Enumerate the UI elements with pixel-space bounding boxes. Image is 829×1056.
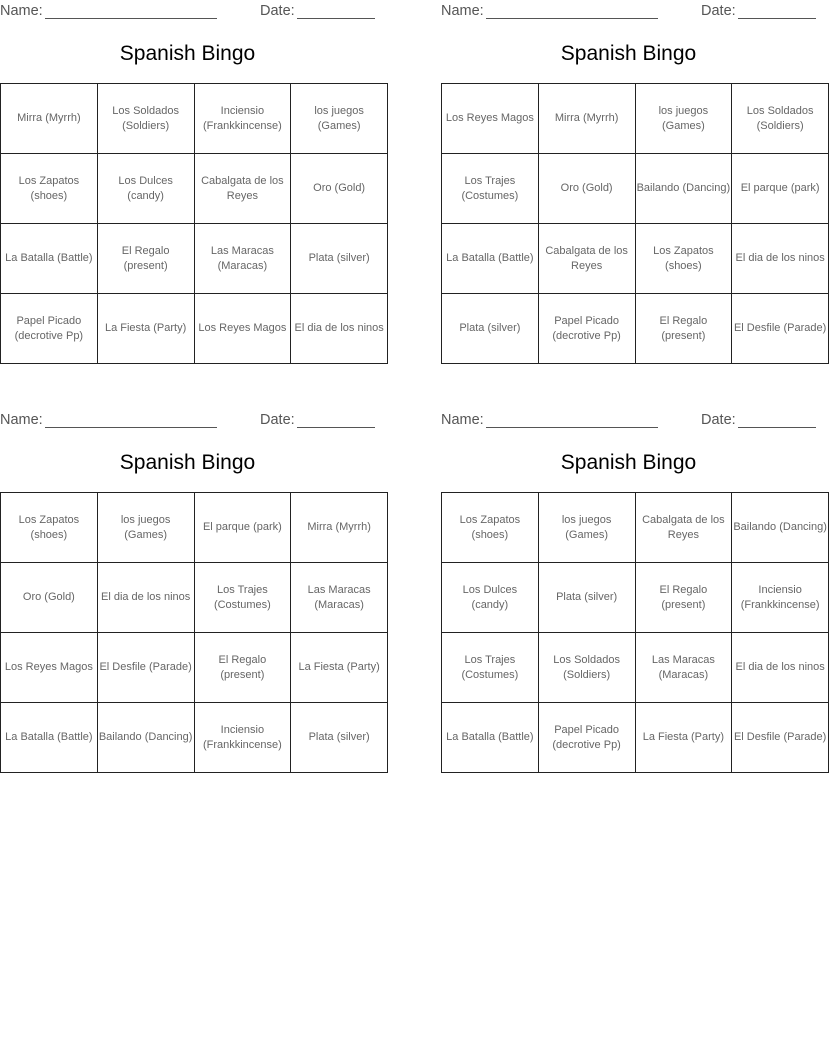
name-blank-line[interactable] — [45, 18, 217, 19]
grid-row — [442, 294, 829, 364]
bingo-cell[interactable]: Mirra (Myrrh) — [1, 84, 98, 154]
bingo-cell[interactable]: Los Zapatos (shoes) — [1, 493, 98, 563]
bingo-cell[interactable]: Los Zapatos (shoes) — [442, 493, 539, 563]
grid-row — [442, 224, 829, 294]
bingo-cell[interactable]: Los Trajes (Costumes) — [442, 633, 539, 703]
bingo-card-3 — [0, 409, 380, 751]
grid-row — [1, 84, 388, 154]
grid-row — [442, 633, 829, 703]
bingo-card-1 — [0, 0, 384, 342]
bingo-cell[interactable]: Oro (Gold) — [291, 154, 388, 224]
grid-row — [1, 633, 388, 703]
bingo-grid — [0, 492, 388, 773]
bingo-cell[interactable]: los juegos (Games) — [291, 84, 388, 154]
bingo-cell[interactable]: Inciensio (Frankkincense) — [732, 563, 829, 633]
bingo-cell[interactable]: El dia de los ninos — [291, 294, 388, 364]
bingo-cell[interactable]: El dia de los ninos — [732, 224, 829, 294]
bingo-cell[interactable]: Las Maracas (Maracas) — [291, 563, 388, 633]
date-blank-line[interactable] — [738, 427, 816, 428]
bingo-cell[interactable]: Los Soldados (Soldiers) — [97, 84, 194, 154]
bingo-cell[interactable]: Oro (Gold) — [538, 154, 635, 224]
name-label: Name: — [441, 3, 484, 19]
bingo-cell[interactable]: Bailando (Dancing) — [97, 703, 194, 773]
bingo-cell[interactable]: El Desfile (Parade) — [732, 294, 829, 364]
grid-row — [1, 224, 388, 294]
grid-row — [442, 703, 829, 773]
grid-row — [1, 294, 388, 364]
bingo-cell[interactable]: El Regalo (present) — [635, 563, 732, 633]
bingo-cell[interactable]: Los Trajes (Costumes) — [442, 154, 539, 224]
card-title: Spanish Bingo — [119, 42, 256, 65]
bingo-cell[interactable]: La Batalla (Battle) — [442, 703, 539, 773]
bingo-cell[interactable]: Plata (silver) — [538, 563, 635, 633]
grid-row — [442, 84, 829, 154]
card-title: Spanish Bingo — [560, 451, 697, 474]
bingo-cell[interactable]: Las Maracas (Maracas) — [194, 224, 291, 294]
bingo-cell[interactable]: La Batalla (Battle) — [442, 224, 539, 294]
bingo-cell[interactable]: Los Reyes Magos — [194, 294, 291, 364]
bingo-cell[interactable]: Las Maracas (Maracas) — [635, 633, 732, 703]
bingo-cell[interactable]: Plata (silver) — [291, 224, 388, 294]
grid-row — [442, 563, 829, 633]
name-blank-line[interactable] — [45, 427, 217, 428]
bingo-cell[interactable]: Los Dulces (candy) — [97, 154, 194, 224]
name-label: Name: — [441, 412, 484, 428]
bingo-cell[interactable]: La Fiesta (Party) — [97, 294, 194, 364]
name-blank-line[interactable] — [486, 427, 658, 428]
name-label: Name: — [0, 3, 43, 19]
bingo-cell[interactable]: Los Trajes (Costumes) — [194, 563, 291, 633]
grid-row — [1, 154, 388, 224]
bingo-cell[interactable]: Los Reyes Magos — [1, 633, 98, 703]
bingo-cell[interactable]: El parque (park) — [194, 493, 291, 563]
bingo-cell[interactable]: Los Zapatos (shoes) — [635, 224, 732, 294]
bingo-cell[interactable]: Los Soldados (Soldiers) — [732, 84, 829, 154]
bingo-cell[interactable]: Bailando (Dancing) — [732, 493, 829, 563]
card-header — [0, 0, 375, 22]
bingo-cell[interactable]: los juegos (Games) — [97, 493, 194, 563]
bingo-cell[interactable]: Papel Picado (decrotive Pp) — [1, 294, 98, 364]
bingo-cell[interactable]: El parque (park) — [732, 154, 829, 224]
card-title: Spanish Bingo — [119, 451, 256, 474]
bingo-cell[interactable]: Mirra (Myrrh) — [291, 493, 388, 563]
grid-row — [442, 493, 829, 563]
date-label: Date: — [701, 3, 736, 19]
bingo-grid — [441, 492, 829, 773]
bingo-cell[interactable]: Inciensio (Frankkincense) — [194, 84, 291, 154]
name-blank-line[interactable] — [486, 18, 658, 19]
bingo-cell[interactable]: Cabalgata de los Reyes — [194, 154, 291, 224]
bingo-cell[interactable]: La Fiesta (Party) — [635, 703, 732, 773]
date-blank-line[interactable] — [738, 18, 816, 19]
card-title: Spanish Bingo — [560, 42, 697, 65]
bingo-cell[interactable]: El Desfile (Parade) — [732, 703, 829, 773]
bingo-cell[interactable]: Mirra (Myrrh) — [538, 84, 635, 154]
bingo-cell[interactable]: El Regalo (present) — [194, 633, 291, 703]
bingo-cell[interactable]: La Batalla (Battle) — [1, 224, 98, 294]
name-label: Name: — [0, 412, 43, 428]
bingo-cell[interactable]: Cabalgata de los Reyes — [538, 224, 635, 294]
bingo-card-2 — [441, 0, 827, 342]
date-blank-line[interactable] — [297, 18, 375, 19]
bingo-cell[interactable]: El Regalo (present) — [635, 294, 732, 364]
date-label: Date: — [701, 412, 736, 428]
card-header — [441, 409, 816, 431]
bingo-cell[interactable]: El Regalo (present) — [97, 224, 194, 294]
card-header — [0, 409, 375, 431]
bingo-cell[interactable]: Plata (silver) — [442, 294, 539, 364]
bingo-cell[interactable]: Los Soldados (Soldiers) — [538, 633, 635, 703]
bingo-cell[interactable]: Bailando (Dancing) — [635, 154, 732, 224]
bingo-cell[interactable]: los juegos (Games) — [538, 493, 635, 563]
bingo-cell[interactable]: Los Dulces (candy) — [442, 563, 539, 633]
bingo-cell[interactable]: Los Reyes Magos — [442, 84, 539, 154]
date-label: Date: — [260, 412, 295, 428]
bingo-card-4 — [441, 409, 827, 751]
bingo-grid — [441, 83, 829, 364]
bingo-cell[interactable]: los juegos (Games) — [635, 84, 732, 154]
grid-row — [1, 703, 388, 773]
bingo-cell[interactable]: Papel Picado (decrotive Pp) — [538, 703, 635, 773]
bingo-cell[interactable]: Oro (Gold) — [1, 563, 98, 633]
bingo-grid — [0, 83, 388, 364]
bingo-cell[interactable]: El Desfile (Parade) — [97, 633, 194, 703]
bingo-cell[interactable]: La Fiesta (Party) — [291, 633, 388, 703]
bingo-cell[interactable]: Cabalgata de los Reyes — [635, 493, 732, 563]
bingo-cell[interactable]: Papel Picado (decrotive Pp) — [538, 294, 635, 364]
date-blank-line[interactable] — [297, 427, 375, 428]
grid-row — [1, 493, 388, 563]
card-header — [441, 0, 816, 22]
bingo-cell[interactable]: El dia de los ninos — [732, 633, 829, 703]
bingo-cell[interactable]: Los Zapatos (shoes) — [1, 154, 98, 224]
bingo-cell[interactable]: La Batalla (Battle) — [1, 703, 98, 773]
bingo-cell[interactable]: Inciensio (Frankkincense) — [194, 703, 291, 773]
bingo-cell[interactable]: Plata (silver) — [291, 703, 388, 773]
grid-row — [442, 154, 829, 224]
grid-row — [1, 563, 388, 633]
bingo-cell[interactable]: El dia de los ninos — [97, 563, 194, 633]
date-label: Date: — [260, 3, 295, 19]
